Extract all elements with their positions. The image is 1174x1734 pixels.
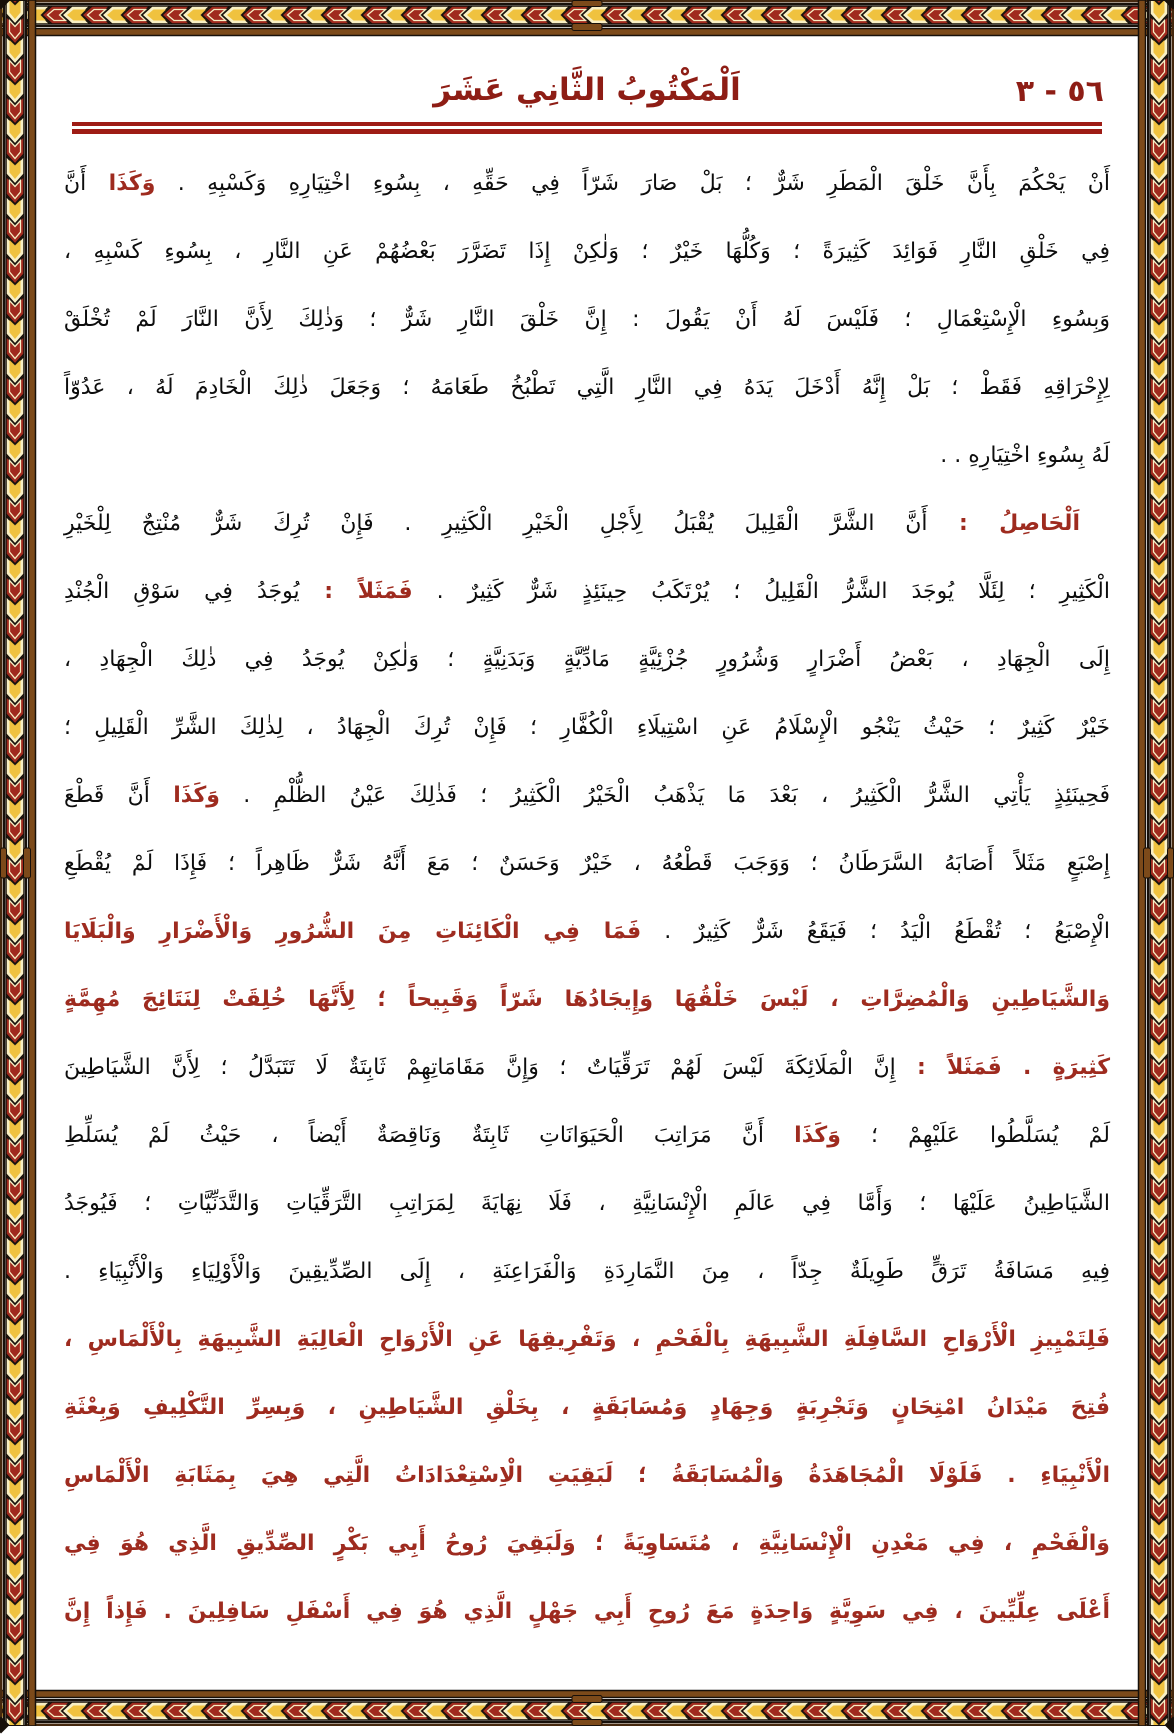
page-content	[38, 38, 1136, 1688]
ornamental-border-left	[0, 0, 38, 1726]
text-line	[64, 422, 1110, 490]
text-line	[64, 1102, 1110, 1170]
text-line	[64, 694, 1110, 762]
text-line	[64, 898, 1110, 966]
body-text: يُوجَدُ فِي سَوْقِ الْجُنْدِ	[64, 579, 300, 604]
body-lines	[64, 150, 1110, 1646]
text-line	[64, 1374, 1110, 1442]
body-text: فَحِينَئِذٍ يَأْتِي الشَّرُّ الْكَثِيرُ ، بَعْدَ مَا يَذْهَبُ الْخَيْرُ الْكَثِيرُ ؛ فَذٰلِكَ عَيْنُ الظُّلْمِ .	[220, 783, 1110, 808]
emphasis-text: وَكَذَا	[173, 783, 220, 808]
body-text: الْكَثِيرِ ؛ لِئَلَّا يُوجَدَ الشَّرُّ الْقَلِيلُ ؛ يُرْتَكَبُ حِينَئِذٍ شَرٌّ كَثِيرٌ .	[413, 579, 1110, 604]
body-text: أَنَّ الشَّرَّ الْقَلِيلَ يُقْبَلُ لِأَجْلِ الْخَيْرِ الْكَثِيرِ . فَإِنْ تُرِكَ شَرٌّ مُنْتِجٌ لِلْخَيْرِ	[64, 511, 928, 536]
emphasis-text: فَمَثَلاً :	[300, 579, 413, 604]
text-line	[64, 490, 1110, 558]
text-line	[64, 762, 1110, 830]
page-header	[64, 38, 1110, 134]
emphasis-text: الْأَنْبِيَاءِ . فَلَوْلَا الْمُجَاهَدَةُ وَالْمُسَابَقَةُ ؛ لَبَقِيَتِ الْاِسْتِعْدَادَاتُ الَّتِي هِيَ بِمَثَابَةِ الْأَلْمَاسِ	[64, 1463, 1110, 1488]
text-line	[64, 1034, 1110, 1102]
emphasis-text: اَلْحَاصِلُ :	[928, 511, 1080, 536]
text-line	[64, 1578, 1110, 1646]
header-double-rule	[72, 122, 1102, 134]
ornamental-border-top	[0, 0, 1174, 38]
text-line	[64, 218, 1110, 286]
text-line	[64, 150, 1110, 218]
text-line	[64, 1442, 1110, 1510]
body-text: لِإِحْرَاقِهِ فَقَطْ ؛ بَلْ إِنَّهُ أَدْخَلَ يَدَهُ فِي النَّارِ الَّتِي تَطْبُخُ طَعَامَهُ ؛ وَجَعَلَ ذٰلِكَ الْخَادِمَ لَهُ ، عَدُوّاً	[64, 375, 1110, 400]
emphasis-text: وَالْفَحْمِ ، فِي مَعْدِنِ الْإِنْسَانِيَّةِ ، مُتَسَاوِيَةً ؛ وَلَبَقِيَ رُوحُ أَبِي بَكْرٍ الصِّدِّيقِ الَّذِي هُوَ فِي	[64, 1531, 1110, 1556]
body-text: إِلَى الْجِهَادِ ، بَعْضُ أَضْرَارٍ وَشُرُورٍ جُزْئِيَّةٍ مَادِّيَّةٍ وَبَدَنِيَّةٍ ؛ وَلٰكِنْ يُوجَدُ فِي ذٰلِكَ الْجِهَادِ ،	[64, 647, 1110, 672]
body-text: أَنَّ قَطْعَ	[64, 783, 173, 808]
emphasis-text: وَكَذَا	[794, 1123, 841, 1148]
emphasis-text: فَلِتَمْيِيزِ الْأَرْوَاحِ السَّافِلَةِ الشَّبِيهَةِ بِالْفَحْمِ ، وَتَفْرِيقِهَا عَنِ الْأَرْوَاحِ الْعَالِيَةِ الشَّبِيهَةِ بِالْأَلْمَاسِ ،	[64, 1327, 1110, 1352]
body-text: إِصْبَعٍ مَثَلاً أَصَابَهُ السَّرَطَانُ ؛ وَوَجَبَ قَطْعُهُ ، خَيْرٌ وَحَسَنٌ ؛ مَعَ أَنَّهُ شَرٌّ ظَاهِراً ؛ فَإِذَا لَمْ يُقْطَعِ	[64, 851, 1110, 876]
body-text: أَنَّ مَرَاتِبَ الْحَيَوَانَاتِ ثَابِتَةٌ وَنَاقِصَةٌ أَيْضاً ، حَيْثُ لَمْ يُسَلِّطِ	[64, 1123, 794, 1148]
body-text: أَنْ يَحْكُمَ بِأَنَّ خَلْقَ الْمَطَرِ شَرٌّ ؛ بَلْ صَارَ شَرّاً فِي حَقِّهِ ، بِسُوءِ اخْتِيَارِهِ وَكَسْبِهِ .	[155, 171, 1110, 196]
body-text: وَبِسُوءِ الْإِسْتِعْمَالِ ؛ فَلَيْسَ لَهُ أَنْ يَقُولَ : إِنَّ خَلْقَ النَّارِ شَرٌّ ؛ وَذٰلِكَ لِأَنَّ النَّارَ لَمْ تُخْلَقْ	[64, 307, 1110, 332]
body-text: الشَّيَاطِينُ عَلَيْهَا ؛ وَأَمَّا فِي عَالَمِ الْإِنْسَانِيَّةِ ، فَلَا نِهَايَةَ لِمَرَاتِبِ التَّرَقِّيَاتِ وَالتَّدَنِّيَّاتِ ؛ فَيُوجَدُ	[64, 1191, 1110, 1216]
body-text: أَنَّ	[64, 171, 109, 196]
body-text: فِي خَلْقِ النَّارِ فَوَائِدَ كَثِيرَةً ؛ وَكُلُّهَا خَيْرٌ ؛ وَلٰكِنْ إِذَا تَضَرَّرَ بَعْضُهُمْ عَنِ النَّارِ ، بِسُوءِ كَسْبِهِ ،	[64, 239, 1110, 264]
body-text: فِيهِ مَسَافَةُ تَرَقٍّ طَوِيلَةٌ جِدّاً ، مِنَ النَّمَارِدَةِ وَالْفَرَاعِنَةِ ، إِلَى الصِّدِّيقِينَ وَالْأَوْلِيَاءِ وَالْأَنْبِيَاءِ .	[64, 1259, 1110, 1284]
text-line	[64, 626, 1110, 694]
text-line	[64, 354, 1110, 422]
page-number: ٥٦ - ٣	[1016, 70, 1104, 114]
emphasis-text: أَعْلَى عِلِّيِّينَ ، فِي سَوِيَّةٍ وَاحِدَةٍ مَعَ رُوحِ أَبِي جَهْلٍ الَّذِي هُوَ فِي أَسْفَلِ سَافِلِينَ . فَإِذاً إِنَّ	[64, 1599, 1110, 1624]
body-text: خَيْرٌ كَثِيرٌ ؛ حَيْثُ يَنْجُو الْإِسْلَامُ عَنِ اسْتِيلَاءِ الْكُفَّارِ ؛ فَإِنْ تُرِكَ الْجِهَادُ ، لِذٰلِكَ الشَّرِّ الْقَلِيلِ ؛	[64, 715, 1110, 740]
body-text: لَمْ يُسَلَّطُوا عَلَيْهِمْ ؛	[841, 1123, 1110, 1148]
text-line	[64, 286, 1110, 354]
text-line	[64, 558, 1110, 626]
text-line	[64, 966, 1110, 1034]
body-text: الْإِصْبَعُ ؛ تُقْطَعُ الْيَدُ ؛ فَيَقَعُ شَرٌّ كَثِيرٌ .	[641, 919, 1110, 944]
ornamental-border-bottom	[0, 1688, 1174, 1726]
emphasis-text: فَمَا فِي الْكَائِنَاتِ مِنَ الشُّرُورِ وَالْأَضْرَارِ وَالْبَلَايَا	[64, 919, 641, 944]
body-text: إِنَّ الْمَلَائِكَةَ لَيْسَ لَهُمْ تَرَقِّيَاتٌ ؛ وَإِنَّ مَقَامَاتِهِمْ ثَابِتَةٌ لَا تَتَبَدَّلُ ؛ لِأَنَّ الشَّيَاطِينَ	[64, 1055, 896, 1080]
text-line	[64, 1306, 1110, 1374]
text-line	[64, 1510, 1110, 1578]
page-title: اَلْمَكْتُوبُ الثَّانِي عَشَرَ	[64, 38, 1110, 112]
emphasis-text: وَكَذَا	[109, 171, 156, 196]
text-line	[64, 1170, 1110, 1238]
emphasis-text: فُتِحَ مَيْدَانُ امْتِحَانٍ وَتَجْرِبَةٍ وَجِهَادٍ وَمُسَابَقَةٍ ، بِخَلْقِ الشَّيَاطِينِ ، وَبِسِرِّ التَّكْلِيفِ وَبِعْثَةِ	[64, 1395, 1110, 1420]
ornamental-border-right	[1136, 0, 1174, 1726]
emphasis-text: وَالشَّيَاطِينِ وَالْمُضِرَّاتِ ، لَيْسَ خَلْقُهَا وَإِيجَادُهَا شَرّاً وَقَبِيحاً ؛ لِأَنَّهَا خُلِقَتْ لِنَتَائِجَ مُهِمَّةٍ	[64, 987, 1110, 1012]
text-line	[64, 830, 1110, 898]
emphasis-text: كَثِيرَةٍ . فَمَثَلاً :	[896, 1055, 1110, 1080]
body-text: لَهُ بِسُوءِ اخْتِيَارِهِ . .	[940, 443, 1110, 468]
text-line	[64, 1238, 1110, 1306]
